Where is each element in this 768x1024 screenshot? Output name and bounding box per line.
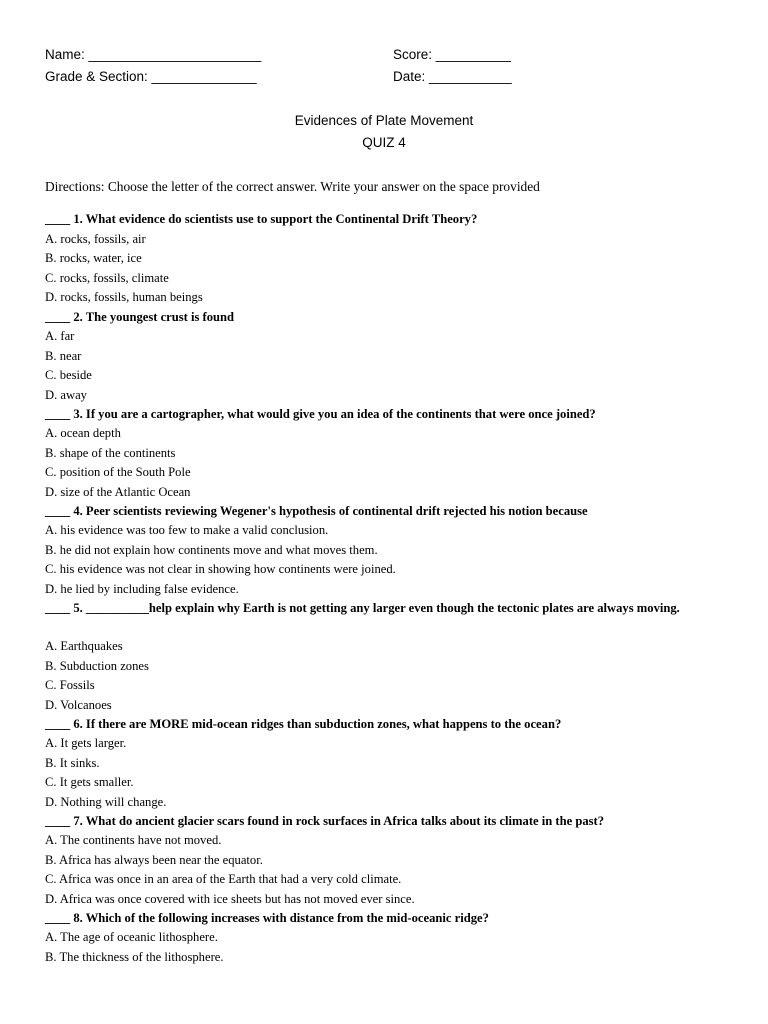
question-2: ____ 2. The youngest crust is found xyxy=(45,310,235,324)
q3-option-c: C. position of the South Pole xyxy=(45,465,191,479)
name-field: Name: _______________________ xyxy=(45,47,262,62)
q8-option-a: A. The age of oceanic lithosphere. xyxy=(45,930,218,944)
question-3: ____ 3. If you are a cartographer, what would give you an idea of the continents that were once joined? xyxy=(45,407,596,421)
q7-option-d: D. Africa was once covered with ice sheets but has not moved ever since. xyxy=(45,892,415,906)
q7-option-c: C. Africa was once in an area of the Earth that had a very cold climate. xyxy=(45,872,402,886)
q1-option-a: A. rocks, fossils, air xyxy=(45,232,146,246)
question-1: ____ 1. What evidence do scientists use to support the Continental Drift Theory? xyxy=(45,212,478,226)
q8-option-b: B. The thickness of the lithosphere. xyxy=(45,950,224,964)
quiz-title: Evidences of Plate Movement xyxy=(294,113,474,128)
date-field: Date: ___________ xyxy=(393,69,512,84)
quiz-subtitle: QUIZ 4 xyxy=(362,135,406,150)
q2-option-c: C. beside xyxy=(45,368,92,382)
q2-option-b: B. near xyxy=(45,349,82,363)
q1-option-b: B. rocks, water, ice xyxy=(45,251,142,265)
q4-option-b: B. he did not explain how continents move and what moves them. xyxy=(45,543,378,557)
score-field: Score: __________ xyxy=(393,47,511,62)
q4-option-d: D. he lied by including false evidence. xyxy=(45,582,239,596)
q5-option-d: D. Volcanoes xyxy=(45,698,112,712)
directions: Directions: Choose the letter of the correct answer. Write your answer on the space provided xyxy=(45,179,540,194)
q3-option-d: D. size of the Atlantic Ocean xyxy=(45,485,191,499)
q7-option-a: A. The continents have not moved. xyxy=(45,833,222,847)
q6-option-b: B. It sinks. xyxy=(45,756,100,770)
q5-option-a: A. Earthquakes xyxy=(45,639,123,653)
q4-option-a: A. his evidence was too few to make a valid conclusion. xyxy=(45,523,329,537)
q3-option-a: A. ocean depth xyxy=(45,426,121,440)
q7-option-b: B. Africa has always been near the equator. xyxy=(45,853,263,867)
question-7: ____ 7. What do ancient glacier scars found in rock surfaces in Africa talks about its climate in the past? xyxy=(45,814,605,828)
question-5: ____ 5. __________help explain why Earth is not getting any larger even though the tectonic plates are always moving. xyxy=(45,601,680,615)
q6-option-d: D. Nothing will change. xyxy=(45,795,167,809)
question-6: ____ 6. If there are MORE mid-ocean ridges than subduction zones, what happens to the ocean? xyxy=(45,717,562,731)
q2-option-d: D. away xyxy=(45,388,87,402)
grade-section-field: Grade & Section: ______________ xyxy=(45,69,257,84)
q3-option-b: B. shape of the continents xyxy=(45,446,176,460)
question-8: ____ 8. Which of the following increases with distance from the mid-oceanic ridge? xyxy=(45,911,489,925)
q6-option-c: C. It gets smaller. xyxy=(45,775,134,789)
q6-option-a: A. It gets larger. xyxy=(45,736,127,750)
q5-option-c: C. Fossils xyxy=(45,678,95,692)
q5-option-b: B. Subduction zones xyxy=(45,659,149,673)
q1-option-d: D. rocks, fossils, human beings xyxy=(45,290,203,304)
q2-option-a: A. far xyxy=(45,329,75,343)
q4-option-c: C. his evidence was not clear in showing how continents were joined. xyxy=(45,562,396,576)
q1-option-c: C. rocks, fossils, climate xyxy=(45,271,169,285)
question-4: ____ 4. Peer scientists reviewing Wegener's hypothesis of continental drift rejected his notion because xyxy=(45,504,588,518)
